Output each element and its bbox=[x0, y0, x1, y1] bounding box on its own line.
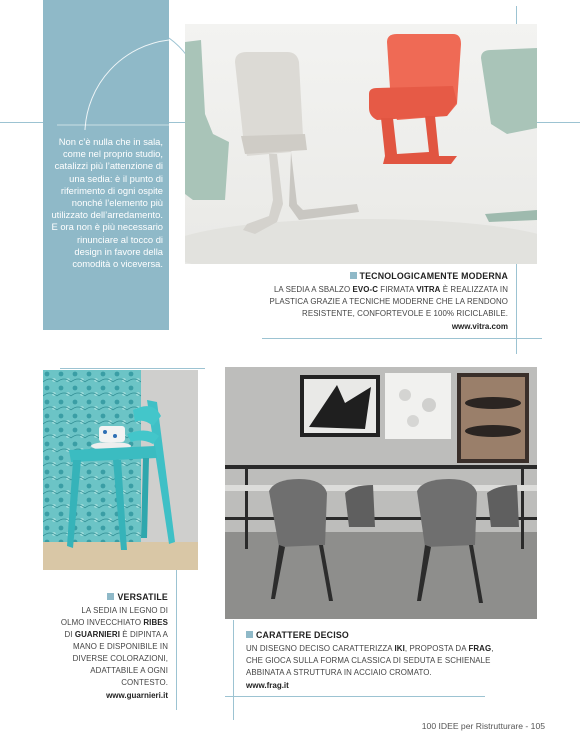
caption-body: LA SEDIA A SBALZO EVO-C FIRMATA VITRA È REALIZZATA IN PLASTICA GRAZIE A TECNICHE MODERNE CHE LA RENDONO RESISTENTE, CONFORTEVOLE E 100% RICICLABILE. bbox=[269, 285, 508, 318]
intro-paragraph: Non c’è nulla che in sala, come nel proprio studio, catalizzi più l’attenzione di una sedia: è il punto di riferimento di ogni ospite nonché l’elemento più utilizzato dell’arredamento. E ora non è più necessario rinunciare al tocco di design in favore della comodità o viceversa. bbox=[51, 136, 163, 270]
caption-title: VERSATILE bbox=[60, 592, 168, 602]
page-footer: 100 IDEE per Ristrutturare - 105 bbox=[421, 721, 545, 731]
caption-title: CARATTERE DECISO bbox=[246, 630, 506, 640]
vitra-chairs-photo bbox=[185, 24, 537, 264]
frag-website-link[interactable]: www.frag.it bbox=[246, 681, 289, 690]
guarnieri-website-link[interactable]: www.guarnieri.it bbox=[106, 691, 168, 700]
ribes-chair-photo bbox=[43, 370, 198, 570]
frag-caption bbox=[246, 630, 506, 690]
vitra-website-link[interactable]: www.vitra.com bbox=[451, 322, 508, 331]
guide-line bbox=[60, 368, 205, 369]
guide-line bbox=[176, 570, 177, 710]
ribes-caption bbox=[60, 592, 168, 700]
guide-line bbox=[262, 338, 542, 339]
square-bullet-icon bbox=[107, 593, 114, 600]
caption-title: TECNOLOGICAMENTE MODERNA bbox=[252, 271, 508, 281]
guide-line bbox=[0, 122, 43, 123]
caption-body: LA SEDIA IN LEGNO DI OLMO INVECCHIATO RIBES DI GUARNIERI È DIPINTA A MANO E DISPONIBILE IN DIVERSE COLORAZIONI, ADATTABILE A OGNI CONTESTO. bbox=[60, 606, 168, 687]
frag-dining-photo bbox=[225, 367, 537, 619]
guide-line bbox=[233, 620, 234, 720]
intro-panel bbox=[43, 0, 169, 330]
square-bullet-icon bbox=[246, 631, 253, 638]
square-bullet-icon bbox=[350, 272, 357, 279]
vitra-caption bbox=[252, 271, 508, 331]
caption-body: UN DISEGNO DECISO CARATTERIZZA IKI, PROPOSTA DA FRAG, CHE GIOCA SULLA FORMA CLASSICA DI SEDUTA E SCHIENALE ABBINATA A STRUTTURA IN ACCIAIO CROMATO. bbox=[246, 644, 494, 677]
guide-line bbox=[225, 696, 485, 697]
